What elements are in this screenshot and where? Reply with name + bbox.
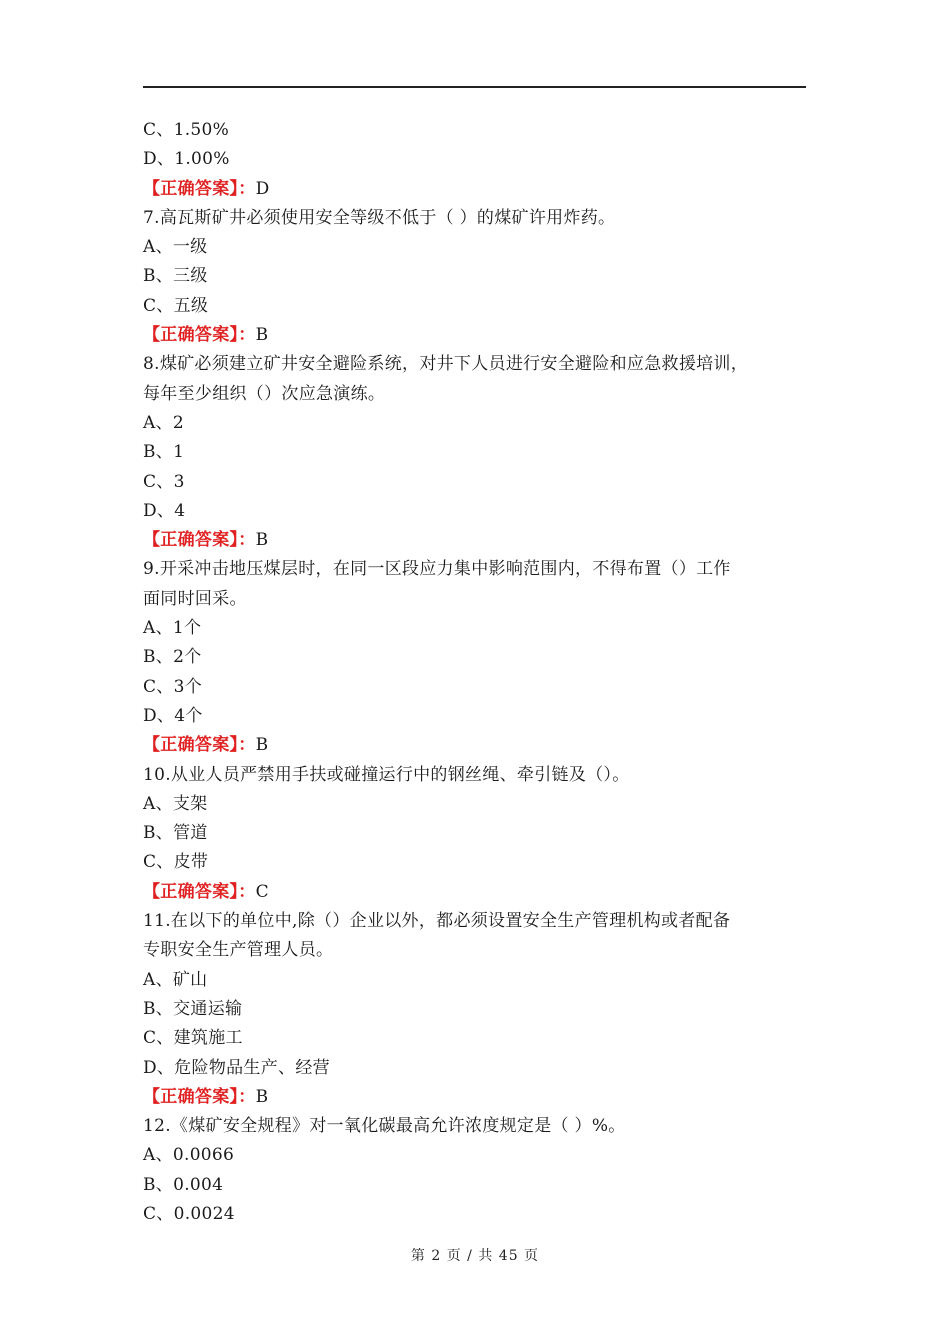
question-stem: 10.从业人员严禁用手扶或碰撞运行中的钢丝绳、牵引链及（）。 <box>143 764 630 785</box>
question-stem: 12.《煤矿安全规程》对一氧化碳最高允许浓度规定是（ ）%。 <box>143 1116 626 1137</box>
answer-label: 【正确答案】： <box>143 325 256 346</box>
question-stem: 8.煤矿必须建立矿井安全避险系统，对井下人员进行安全避险和应急救援培训， <box>143 354 749 375</box>
answer-label: 【正确答案】： <box>143 735 256 756</box>
option: D、4个 <box>143 705 203 726</box>
option: C、3 <box>143 471 185 492</box>
answer-label: 【正确答案】： <box>143 881 256 902</box>
header-rule <box>143 86 806 88</box>
answer-label: 【正确答案】： <box>143 1086 256 1107</box>
option: C、1.50% <box>143 120 230 140</box>
question-stem: 7.高瓦斯矿井必须使用安全等级不低于（ ）的煤矿许用炸药。 <box>143 207 616 228</box>
option: B、0.004 <box>143 1174 224 1195</box>
option: B、1 <box>143 442 185 463</box>
option: C、五级 <box>143 295 209 316</box>
option: D、4 <box>143 500 186 521</box>
question-stem: 11.在以下的单位中,除（）企业以外，都必须设置安全生产管理机构或者配备 <box>143 911 731 932</box>
option: B、2个 <box>143 647 202 668</box>
question-stem-cont: 面同时回采。 <box>143 588 247 609</box>
option: A、矿山 <box>143 969 208 990</box>
option: A、支架 <box>143 793 208 814</box>
option: A、2 <box>143 412 184 433</box>
question-stem-cont: 每年至少组织（）次应急演练。 <box>143 383 386 404</box>
page-content <box>143 116 813 1229</box>
option: A、一级 <box>143 237 208 258</box>
option: B、三级 <box>143 266 208 287</box>
option: C、皮带 <box>143 852 209 873</box>
answer-label: 【正确答案】： <box>143 530 256 551</box>
option: B、管道 <box>143 823 208 844</box>
answer-line <box>143 1083 813 1112</box>
option: C、0.0024 <box>143 1203 235 1224</box>
option: A、0.0066 <box>143 1145 235 1166</box>
answer-line <box>143 878 813 907</box>
question-stem: 9.开采冲击地压煤层时，在同一区段应力集中影响范围内，不得布置（）工作 <box>143 559 731 580</box>
option: A、1个 <box>143 618 202 639</box>
answer-value: B <box>255 530 269 551</box>
answer-label: 【正确答案】： <box>143 178 256 199</box>
answer-value: B <box>255 735 269 756</box>
option: C、建筑施工 <box>143 1028 243 1049</box>
answer-value: C <box>255 881 269 902</box>
answer-value: B <box>255 325 269 346</box>
option: B、交通运输 <box>143 998 243 1019</box>
answer-value: B <box>255 1086 269 1107</box>
question-stem-cont: 专职安全生产管理人员。 <box>143 940 334 961</box>
answer-line <box>143 175 813 204</box>
option: D、1.00% <box>143 149 230 170</box>
answer-value: D <box>255 178 270 199</box>
option: D、危险物品生产、经营 <box>143 1057 330 1078</box>
answer-line <box>143 321 813 350</box>
option: C、3个 <box>143 676 203 697</box>
answer-line <box>143 731 813 760</box>
page-footer: 第 2 页 / 共 45 页 <box>410 1248 540 1264</box>
answer-line <box>143 526 813 555</box>
